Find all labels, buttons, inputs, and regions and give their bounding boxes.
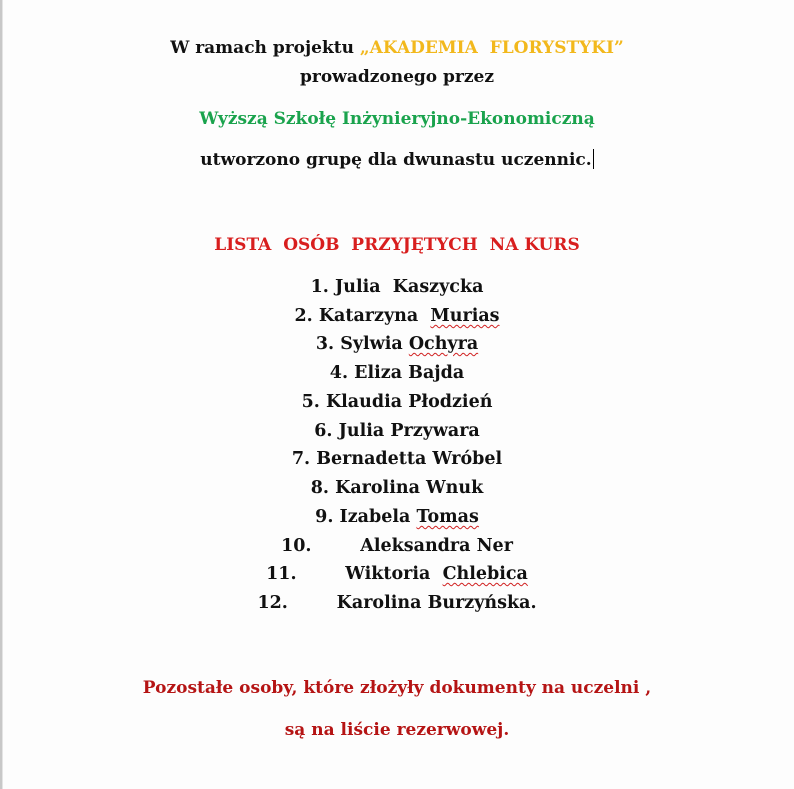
list-item: 1. Julia Kaszycka bbox=[310, 277, 484, 297]
intro-line-2: prowadzonego przez bbox=[300, 67, 494, 87]
list-item: 9. Izabela Tomas bbox=[315, 507, 479, 527]
spellcheck-word[interactable]: Ochyra bbox=[408, 334, 479, 354]
intro-line-1 bbox=[0, 37, 794, 59]
list-item: 2. Katarzyna Murias bbox=[294, 306, 500, 326]
project-name: „AKADEMIA FLORYSTYKI” bbox=[359, 38, 624, 58]
list-item: 8. Karolina Wnuk bbox=[310, 478, 484, 498]
list-item: 5. Klaudia Płodzień bbox=[301, 392, 493, 412]
spellcheck-word[interactable]: Murias bbox=[430, 306, 500, 326]
list-item: 3. Sylwia Ochyra bbox=[315, 334, 479, 354]
school-name: Wyższą Szkołę Inżynieryjno-Ekonomiczną bbox=[199, 109, 595, 129]
text-cursor bbox=[593, 149, 594, 169]
intro-line-4 bbox=[0, 149, 794, 171]
list-item: 7. Bernadetta Wróbel bbox=[291, 449, 503, 469]
list-item: 12. Karolina Burzyńska. bbox=[257, 593, 537, 613]
footer-line-1: Pozostałe osoby, które złożyły dokumenty na uczelni , bbox=[142, 678, 652, 698]
spellcheck-word[interactable]: Chlebica bbox=[442, 564, 528, 584]
spellcheck-word[interactable]: Tomas bbox=[416, 507, 479, 527]
list-item: 6. Julia Przywara bbox=[314, 421, 480, 441]
list-title: LISTA OSÓB PRZYJĘTYCH NA KURS bbox=[214, 235, 580, 255]
group-text: utworzono grupę dla dwunastu uczennic. bbox=[200, 150, 592, 170]
list-item: 4. Eliza Bajda bbox=[329, 363, 465, 383]
footer-line-2: są na liście rezerwowej. bbox=[284, 720, 510, 740]
list-item: 11. Wiktoria Chlebica bbox=[266, 564, 528, 584]
list-item: 10. Aleksandra Ner bbox=[281, 536, 513, 556]
intro-prefix: W ramach projektu bbox=[170, 38, 360, 58]
